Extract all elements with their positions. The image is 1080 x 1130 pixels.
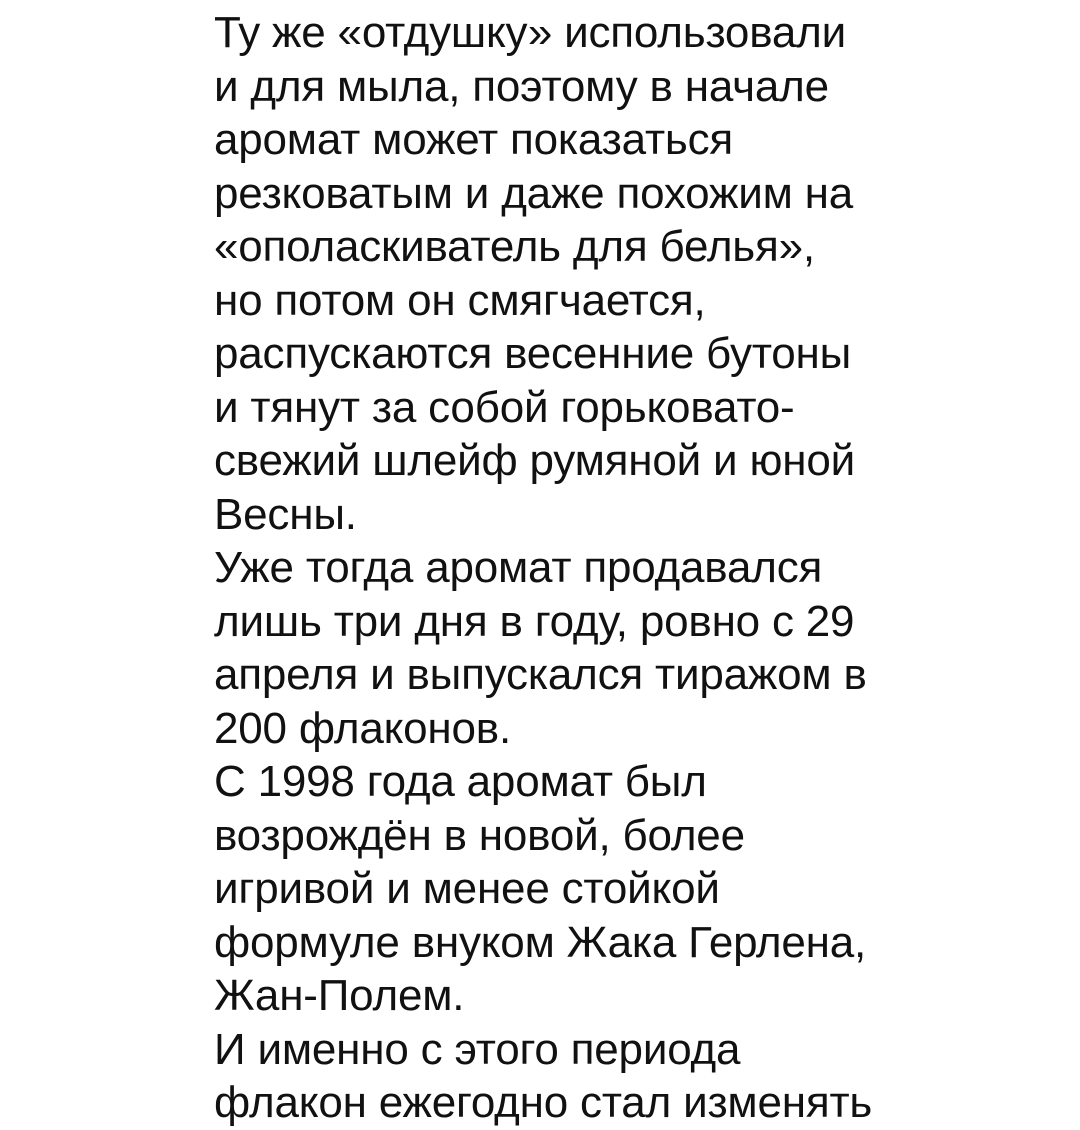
text-line: и тянут за собой горьковато- [214,382,795,432]
text-line: и для мыла, поэтому в начале [214,61,829,111]
text-line: С 1998 года аромат был [214,757,707,806]
text-line: флакон ежегодно стал изменять [214,1078,873,1127]
text-line: лишь три дня в году, ровно с 29 [214,596,855,646]
text-line: апреля и выпускался тиражом в [214,650,867,699]
text-line: Весны. [214,489,357,539]
text-line: Ту же «отдушку» использовали [214,8,846,57]
text-line: формуле внуком Жака Герлена, [214,917,867,967]
text-line: резковатым и даже похожим на [214,168,854,218]
text-line: 200 флаконов. [214,703,511,753]
text-line: возрождён в новой, более [214,810,745,860]
text-line: свежий шлейф румяной и юной [214,436,856,485]
text-line: «ополаскиватель для белья», [214,222,815,271]
article-text [214,6,874,1130]
text-line: распускаются весенние бутоны [214,329,852,378]
text-line: Жан-Полем. [214,971,465,1020]
text-line: Уже тогда аромат продавался [214,543,823,592]
text-line: И именно с этого периода [214,1024,741,1074]
text-line: аромат может показаться [214,115,734,164]
text-line: но потом он смягчается, [214,275,706,325]
text-line: игривой и менее стойкой [214,864,720,913]
